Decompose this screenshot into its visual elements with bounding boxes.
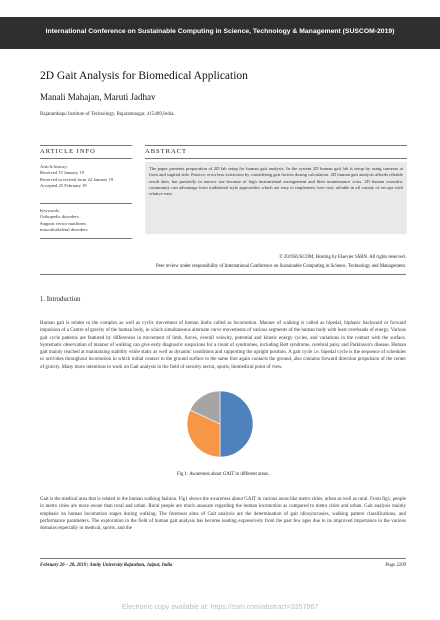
keyword-item: Orthopedic disorders <box>40 214 79 220</box>
footer-rule <box>40 558 406 559</box>
peer-review-line: Peer review under responsibility of International Conference on Sustainable Computing in Science, Technology and Management. <box>155 264 406 269</box>
ssrn-watermark[interactable]: Electronic copy available at: https://ssrn.com/abstract=3357967 <box>121 604 319 611</box>
article-info-rule-top <box>40 145 132 146</box>
revised-date: Received in revised form 24 January 19 <box>40 176 114 182</box>
introduction-paragraph-2: Gait is the medical area that is related to the human walking fashion. Fig1 shows the awareness about GAIT in various areas like metro cities, urban as well as rural. From fig1, people in metro cities are more aware than rural and urban. Rural people are much unaware regarding the human locomotion as compared to metro cities and urban. Gait analysis mainly emphasis on human locomotion stages during walking. The foremost aims of Gait analysis are the determination of gait idiosyncrasies, walking pattern classifications, and performance parameters. The exploration in the field of human gait analysis has become leading expressively from the past few ages due to its improved importance in the various domains especially in medical, sports, and the <box>40 497 406 532</box>
paper-affiliation: Rajarambapu Institute of Technology, Rajaramnagar, 415409,India. <box>40 112 175 117</box>
introduction-heading: 1. Introduction <box>40 296 81 303</box>
pie-slice-0 <box>220 391 253 457</box>
keyword-item: musculoskeletal disorders <box>40 226 88 232</box>
abstract-text: The paper presents preparation of 2D lab setup for human gait analysis. In the system 2D human gait lab is setup by using cameras at front and sagittal side. Passive, error less extraction by considering gait factors during calculation. 2D human gait analysis affords reliable result data, but presently in narrow use because of high instrumental arrangement and their maintenance costs. 2D human scientific community can advantage from traditional style approaches which are easy to implement, low-cost, reliable in all variety of set ups with relative ease. <box>149 166 403 197</box>
article-info-rule-mid <box>40 158 132 159</box>
received-date: Received 15 January 19 <box>40 170 85 176</box>
figure-1 <box>156 384 284 465</box>
article-info-rule-divider <box>40 203 132 204</box>
abstract-heading: ABSTRACT <box>145 148 187 155</box>
awareness-pie-chart <box>156 384 284 465</box>
abstract-rule-mid <box>145 158 407 159</box>
article-info-heading: ARTICLE INFO <box>40 148 96 155</box>
paper-title: 2D Gait Analysis for Biomedical Application <box>40 70 248 82</box>
keywords-block <box>40 208 135 233</box>
rights-rule <box>40 274 406 275</box>
copyright-line: © 2019SUSCOM, Hosting by Elsevier SSRN. All rights reserved. <box>279 255 406 260</box>
history-label: Article history: <box>40 164 68 169</box>
footer-page-number: Page 2209 <box>385 563 406 568</box>
article-info-rule-bottom <box>40 238 132 239</box>
keyword-item: Support vector machines <box>40 220 86 226</box>
keywords-label: Keywords: <box>40 208 61 213</box>
footer-conference-info: February 26 – 28, 2019 | Amity University Rajasthan, Jaipur, India <box>40 563 173 568</box>
accepted-date: Accepted 25 February 19 <box>40 182 87 188</box>
article-history <box>40 164 135 189</box>
conference-title: International Conference on Sustainable Computing in Science, Technology & Management (SUSCOM-2019) <box>45 28 395 35</box>
introduction-paragraph-1: Human gait is relates to the complex as well as cyclic movement of human limbs called as locomotion. Manner of walking is called as bipedal, biphasic backward or forward impulsion of a Centre of gravity of the human body, in which simultaneous alternate curve movements of various segments of the human body with least overheads of energy. Various gait cycle patterns are featured by differences in movement of limb, forces, overall velocity, potential and kinetic energy cycles, and variations in the contact with the surface. Systematic observation of manner of walking can give early diagnostic suspicions for a count of syndromes, including Rett syndrome, cerebral palsy and Parkinson's disease. Human gait mainly reached at maintaining stability while static as well as dynamic conditions and supporting the upright position. A gait cycle i.e. bipedal cycle is the sequence of schedules or activities throughout locomotion in which initial contact to the ground surface to the same foot again contacts the ground, also contains forward direction propulsion of the center of gravity. Many more intentions to work on Gait analysis in the field of security sector, sports, biomedical point of view. <box>40 321 406 370</box>
abstract-rule-top <box>145 145 407 146</box>
paper-authors: Manali Mahajan, Maruti Jadhav <box>40 92 156 102</box>
figure-1-caption: Fig 1: Awareness about GAIT in different areas. <box>176 472 270 477</box>
